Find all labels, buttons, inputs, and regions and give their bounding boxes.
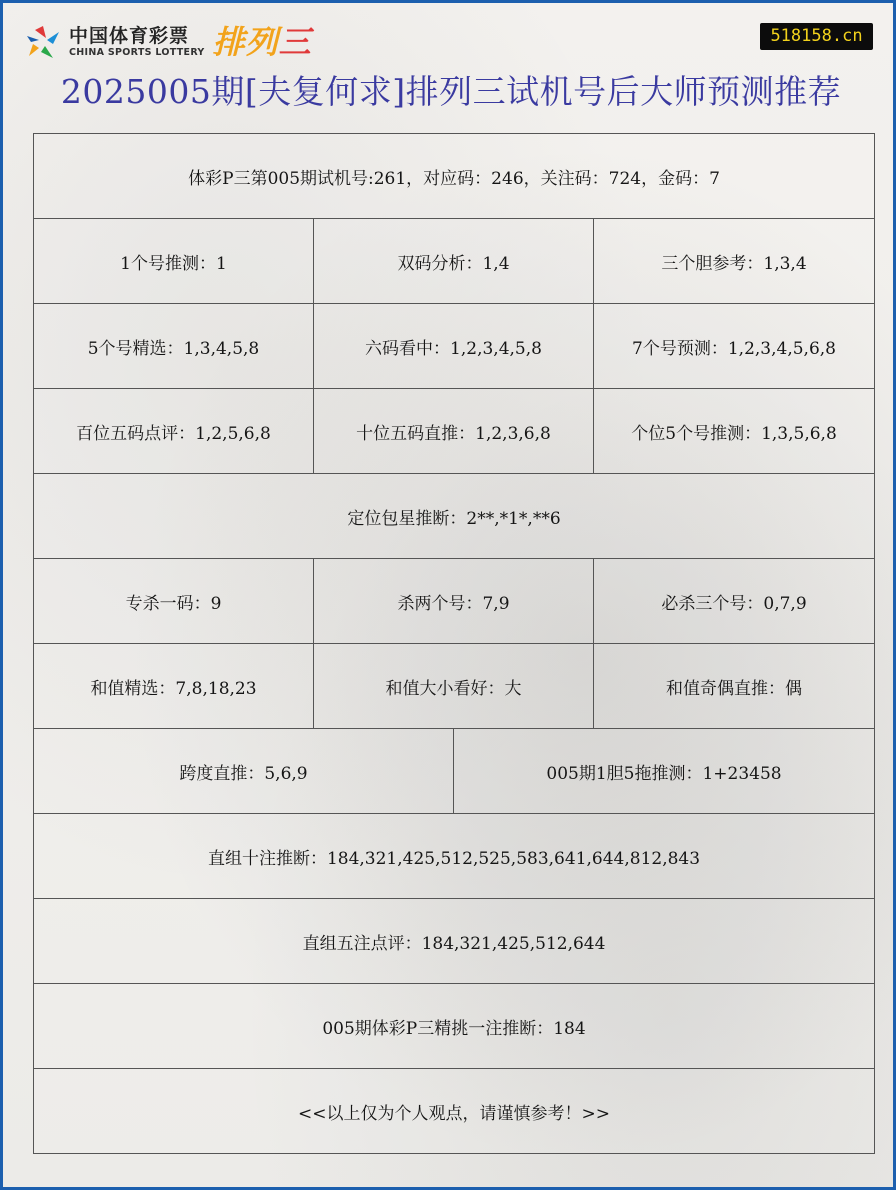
single-pick-cell: 005期体彩P三精挑一注推断：184	[34, 984, 875, 1069]
span-cell: 跨度直推：5,6,9	[34, 729, 454, 814]
site-badge[interactable]: 518158.cn	[760, 23, 873, 50]
position-star-cell: 定位包星推断：2**,*1*,**6	[34, 474, 875, 559]
lottery-star-icon	[23, 22, 63, 62]
single-number-cell: 1个号推测：1	[34, 219, 314, 304]
dan-tuo-cell: 005期1胆5拖推测：1+23458	[454, 729, 875, 814]
kill-one-cell: 专杀一码：9	[34, 559, 314, 644]
sum-parity-cell: 和值奇偶直推：偶	[594, 644, 875, 729]
disclaimer-cell: <<以上仅为个人观点，请谨慎参考！>>	[34, 1069, 875, 1154]
table-row	[34, 134, 875, 219]
table-row	[34, 899, 875, 984]
table-row	[34, 644, 875, 729]
three-dan-cell: 三个胆参考：1,3,4	[594, 219, 875, 304]
logo-game-part1: 排列	[212, 23, 279, 61]
tens-position-cell: 十位五码直推：1,2,3,6,8	[314, 389, 594, 474]
hundreds-position-cell: 百位五码点评：1,2,5,6,8	[34, 389, 314, 474]
table-row	[34, 1069, 875, 1154]
prediction-table	[33, 133, 875, 1154]
logo-game-part2: 三	[278, 23, 312, 61]
table-row	[34, 559, 875, 644]
page-title: 2025005期[夫复何求]排列三试机号后大师预测推荐	[60, 72, 842, 111]
table-row	[34, 729, 875, 814]
kill-three-cell: 必杀三个号：0,7,9	[594, 559, 875, 644]
trial-number-cell: 体彩P三第005期试机号:261，对应码：246，关注码：724，金码：7	[34, 134, 875, 219]
kill-two-cell: 杀两个号：7,9	[314, 559, 594, 644]
table-row	[34, 984, 875, 1069]
seven-number-cell: 7个号预测：1,2,3,4,5,6,8	[594, 304, 875, 389]
six-code-cell: 六码看中：1,2,3,4,5,8	[314, 304, 594, 389]
china-sports-lottery-logo	[23, 21, 312, 63]
five-number-cell: 5个号精选：1,3,4,5,8	[34, 304, 314, 389]
logo-english-text: CHINA SPORTS LOTTERY	[69, 47, 205, 58]
sum-size-cell: 和值大小看好：大	[314, 644, 594, 729]
sum-select-cell: 和值精选：7,8,18,23	[34, 644, 314, 729]
logo-game-name	[213, 22, 312, 62]
units-position-cell: 个位5个号推测：1,3,5,6,8	[594, 389, 875, 474]
five-picks-cell: 直组五注点评：184,321,425,512,644	[34, 899, 875, 984]
table-row	[34, 389, 875, 474]
double-code-cell: 双码分析：1,4	[314, 219, 594, 304]
table-row	[34, 474, 875, 559]
table-row	[34, 814, 875, 899]
logo-chinese-text: 中国体育彩票	[69, 25, 190, 47]
table-row	[34, 219, 875, 304]
table-row	[34, 304, 875, 389]
ten-picks-cell: 直组十注推断：184,321,425,512,525,583,641,644,812,843	[34, 814, 875, 899]
